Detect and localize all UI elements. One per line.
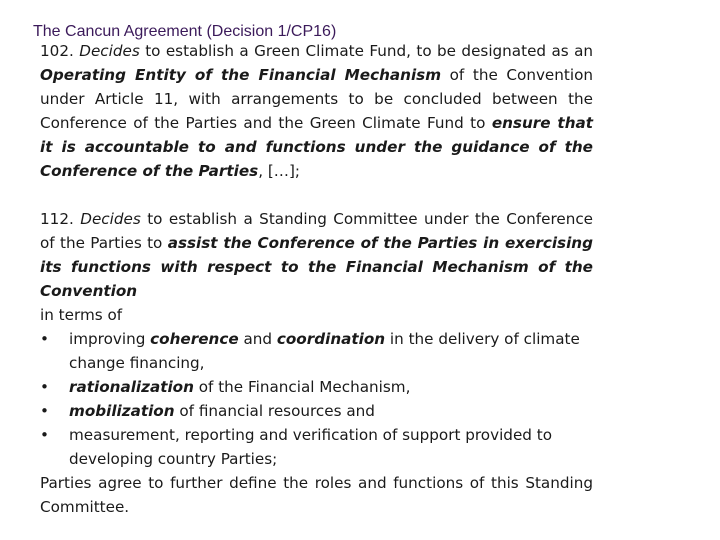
- item-text: and: [243, 330, 273, 348]
- paragraph-112: [40, 207, 593, 303]
- list-item: [40, 327, 593, 375]
- decides-verb: Decides: [80, 210, 141, 228]
- slide-title: The Cancun Agreement (Decision 1/CP16): [33, 23, 337, 40]
- rationalization-term: rationalization: [69, 378, 194, 396]
- bullet-icon: •: [40, 402, 49, 420]
- list-item: [40, 423, 593, 471]
- in-terms-of: in terms of: [40, 306, 123, 324]
- item-text: of financial resources and: [179, 402, 375, 420]
- paragraph-gap: [40, 183, 593, 207]
- coordination-term: coordination: [276, 330, 386, 348]
- bullet-icon: •: [40, 330, 49, 348]
- paragraph-102: [40, 39, 593, 183]
- decides-verb: Decides: [79, 42, 140, 60]
- item-text: of the Financial Mechanism,: [198, 378, 411, 396]
- para-text: of the Convention under Article 11, with arrangements to be concluded between the Conference of the Parties and the Green Climate Fund to: [40, 66, 593, 132]
- bullet-icon: •: [40, 426, 49, 444]
- mobilization-term: mobilization: [69, 402, 175, 420]
- bullet-icon: •: [40, 378, 49, 396]
- para-text: to establish a Green Climate Fund, to be designated as an: [145, 42, 594, 60]
- list-item: [40, 375, 593, 399]
- slide-body: [40, 39, 593, 519]
- para-number: 112.: [40, 210, 74, 228]
- item-text: in the delivery of climate change financing,: [69, 330, 580, 372]
- ensure-accountable-phrase: ensure that it is accountable to and functions under the guidance of the Conference of the Parties: [40, 114, 594, 180]
- coherence-term: coherence: [150, 330, 239, 348]
- operating-entity-phrase: Operating Entity of the Financial Mechanism: [40, 66, 442, 84]
- item-text: improving: [69, 330, 146, 348]
- para-text: to establish a Standing Committee under the Conference of the Parties to: [40, 210, 594, 252]
- assist-cop-phrase: assist the Conference of the Parties in exercising its functions with respect to the Financial Mechanism of the Convention: [40, 234, 593, 300]
- closing-sentence: Parties agree to further define the roles and functions of this Standing Committee.: [40, 474, 593, 516]
- para-text: , […];: [258, 162, 300, 180]
- list-item: [40, 399, 593, 423]
- function-list: [40, 327, 593, 471]
- para-number: 102.: [40, 42, 74, 60]
- item-text: measurement, reporting and verification of support provided to developing country Parties;: [69, 426, 553, 468]
